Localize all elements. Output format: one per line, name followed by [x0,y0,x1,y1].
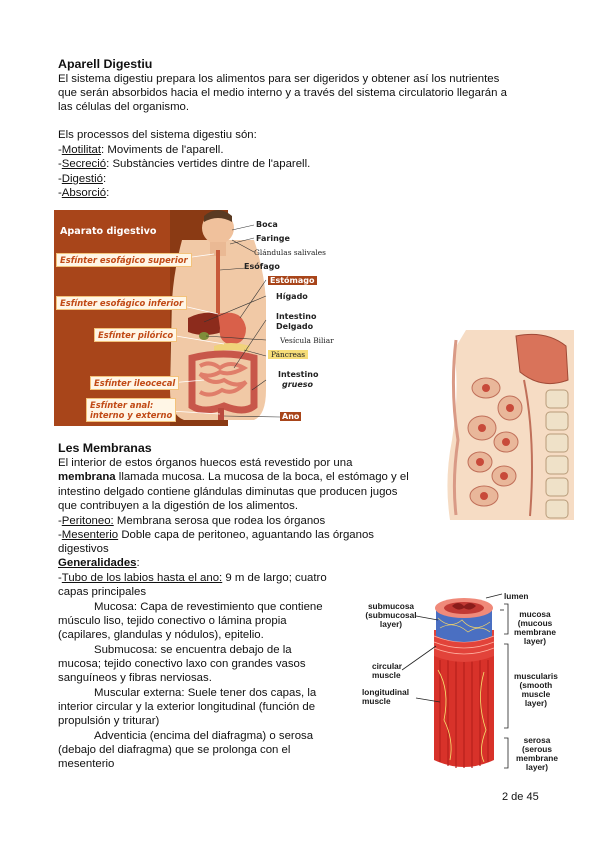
organ-label-pancreas: Páncreas [268,350,308,359]
process-item: -Absorció: [58,187,110,199]
layer-line: Mucosa: Capa de revestimiento que contiene [94,601,323,613]
process-term: Absorció [61,187,107,199]
process-desc: : Substàncies vertides dintre de l'aparell. [106,158,311,170]
label-line: layer) [379,619,403,629]
tubo-desc: 9 m de largo; cuatro [222,572,327,584]
mesenterio-line: -Mesenterio Doble capa de peritoneo, aguantando las órganos [58,529,375,541]
label-line: mucosa [519,609,551,619]
abdomen-section-figure [446,330,574,520]
digestive-system-figure [54,210,340,426]
layer-label-longitudinal [362,688,409,706]
membranes-title: Les Membranas [58,441,152,455]
organ-label-glandulas: Glándulas salivales [254,248,326,257]
layer-line: músculo liso, tejido conectivo o lámina propia [58,615,287,627]
figure-title: Aparato digestivo [60,226,157,237]
peritoneo-line: -Peritoneo: Membrana serosa que rodea los órganos [58,515,326,527]
sphincter-label: Esfínter ileocecal [90,376,179,390]
label-line: muscularis [514,671,558,681]
intro-line: las células del organismo. [58,101,190,113]
sphincter-label: Esfínter pilórico [94,328,177,342]
process-item: -Secreció: Substàncies vertides dintre de l'aparell. [58,158,311,170]
layer-label-serosa [516,736,558,772]
organ-label-intestino-delgado: Delgado [276,322,314,331]
label-line: membrane [516,753,558,763]
process-term: Digestió [61,173,103,185]
intro-line: que serán absorbidos hacia el medio interno y a través del sistema circulatorio llegarán a [58,87,507,99]
label-line: layer) [524,698,547,708]
layer-line: (debajo del diafragma) que se prolonga con el [58,744,291,756]
tubo-line: capas principales [58,586,147,598]
organ-label-faringe: Faringe [256,234,290,243]
label-line: (mucous [517,618,553,628]
label-line: muscle [362,696,391,706]
label-line: serosa [523,735,551,745]
sphincter-label-line: Esfínter anal: [90,400,154,410]
processes-heading: Els processos del sistema digestiu són: [58,129,257,141]
layer-label-mucosa [514,610,556,646]
layer-label-lumen: lumen [504,591,529,601]
label-line: (submucosal [365,610,417,620]
layer-line: interior circular y la exterior longitudinal (función de [58,701,316,713]
page-number: 2 de 45 [502,791,539,803]
abdomen-section-illustration [446,330,574,520]
tubo-term: Tubo de los labios hasta el ano: [61,572,223,584]
label-line: muscle [521,689,551,699]
page-title: Aparell Digestiu [58,57,153,71]
organ-label-intestino-grueso: Intestino [278,370,319,379]
process-desc: : [106,187,110,199]
organ-label-intestino-grueso: grueso [282,380,314,389]
layer-line: mucosa; tejido conectivo laxo con grandes vasos [58,658,306,670]
process-term: Motilitat [61,144,102,156]
organ-label-estomago: Estómago [270,276,315,285]
intro-line: El sistema digestiu prepara los alimentos para ser digeridos y obtener así los nutrientes [58,73,500,85]
layer-line: sanguíneos y fibras nerviosas. [58,672,212,684]
layer-label-circular [372,662,402,680]
organ-label-boca: Boca [256,220,278,229]
label-line: layer) [523,636,547,646]
label-line: layer) [525,762,549,772]
mesenterio-term: Mesenterio [61,529,119,541]
layer-line: mesenterio [58,758,115,770]
sphincter-label [86,398,176,422]
process-desc: : Moviments de l'aparell. [101,144,224,156]
peritoneo-desc: Membrana serosa que rodea los órganos [113,515,326,527]
layer-line: (capilares, glandulas y nódulos), epitelio. [58,629,264,641]
process-desc: : [102,173,107,185]
generalidades-heading [58,556,140,570]
mesenterio-desc: Doble capa de peritoneo, aguantando las órganos [118,529,375,541]
layer-label-submucosa [360,602,422,629]
organ-label-esofago: Esófago [244,262,280,271]
label-line: membrane [514,627,556,637]
mesenterio-line: digestivos [58,543,109,555]
label-line: longitudinal [362,687,410,697]
sphincter-label-line: interno y externo [90,410,173,420]
label-line: (smooth [519,680,553,690]
organ-label-intestino-delgado: Intestino [276,312,317,321]
membranes-line: El interior de estos órganos huecos está revestido por una [58,457,353,469]
process-item: -Motilitat: Moviments de l'aparell. [58,144,224,156]
membranes-line: que contribuyen a la digestión de los alimentos. [58,500,298,512]
membranes-line: intestino delgado contiene glándulas diminutas que producen jugos [58,486,398,498]
organ-label-vesicula: Vesícula Biliar [280,336,334,345]
membrana-term: membrana [58,471,116,483]
layer-line: Muscular externa: Suele tener dos capas, la [94,687,317,699]
layer-line: Adventicia (encima del diafragma) o serosa [94,730,314,742]
tubo-line: -Tubo de los labios hasta el ano: 9 m de largo; cuatro [58,572,327,584]
organ-label-ano: Ano [282,412,300,421]
sphincter-label: Esfínter esofágico inferior [56,296,187,310]
organ-label-higado: Hígado [276,292,308,301]
layer-line: propulsión y triturar) [58,715,160,727]
peritoneo-term: Peritoneo: [61,515,114,527]
generalidades-title: Generalidades [58,557,137,569]
layer-line: Submucosa: se encuentra debajo de la [94,644,292,656]
membranes-text: llamada mucosa. La mucosa de la boca, el estómago y el [115,471,409,483]
generalidades-colon: : [136,557,140,569]
process-term: Secreció [61,158,107,170]
process-item: -Digestió: [58,173,107,185]
membranes-line [58,470,409,484]
tube-layers-figure [354,590,568,775]
label-line: muscle [372,670,401,680]
label-line: submucosa [367,601,415,611]
label-line: circular [372,661,402,671]
sphincter-label: Esfínter esofágico superior [56,253,192,267]
layer-label-muscularis [514,672,558,708]
label-line: (serous [521,744,552,754]
